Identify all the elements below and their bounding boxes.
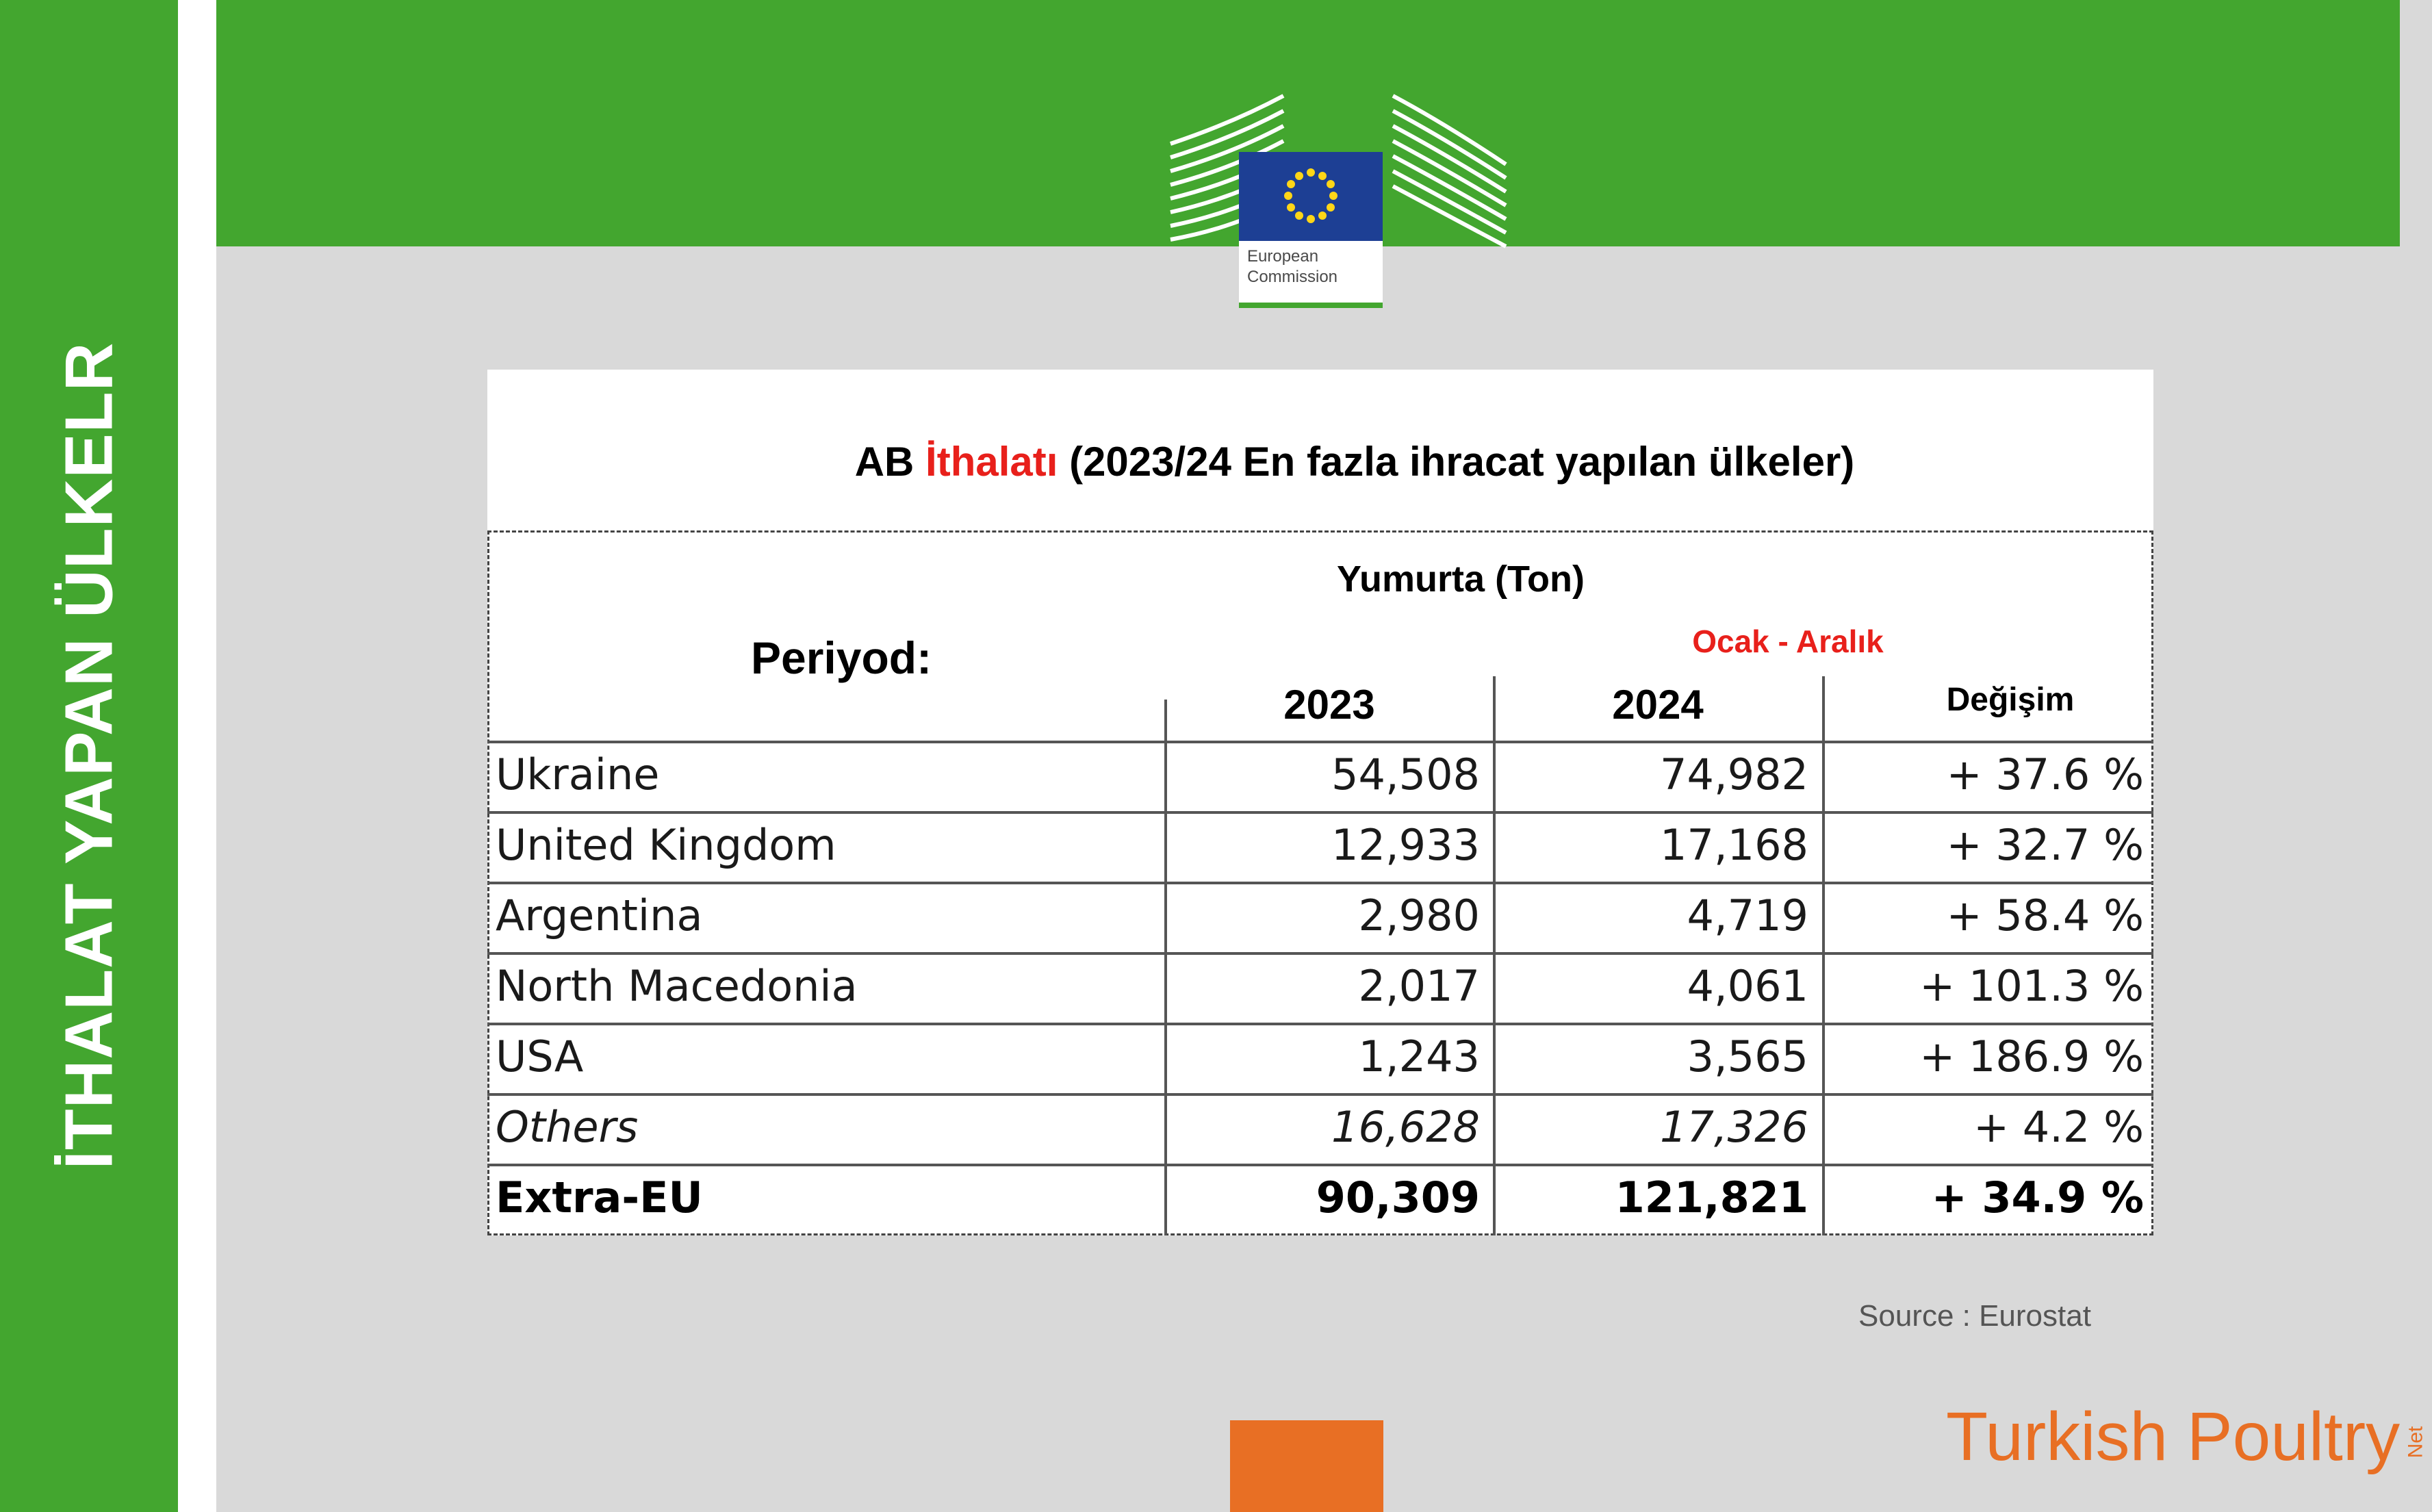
table-row-change: + 34.9 %: [1931, 1173, 2144, 1222]
table-row-2023: 2,980: [1358, 890, 1480, 940]
title-prefix: AB: [854, 439, 926, 485]
table-row-change: + 37.6 %: [1946, 749, 2144, 799]
row-divider: [487, 1093, 2153, 1096]
table-row-2024: 17,326: [1660, 1102, 1808, 1152]
table-row-country: North Macedonia: [496, 961, 858, 1011]
turkish-poultry-logo: [1946, 1398, 2432, 1476]
source-note: Source : Eurostat: [1858, 1299, 2091, 1333]
title-suffix: (2023/24 En fazla ihracat yapılan ülkeler): [1058, 439, 1855, 485]
table-row-change: + 4.2 %: [1973, 1102, 2144, 1152]
table-row-change: + 101.3 %: [1919, 961, 2144, 1011]
table-row-2024: 4,719: [1687, 890, 1808, 940]
table-row-country: Argentina: [496, 890, 703, 940]
table-row-change: + 58.4 %: [1946, 890, 2144, 940]
table-row-country: Extra-EU: [496, 1173, 703, 1222]
ec-logo-line1: European: [1247, 247, 1319, 266]
table-row-2024: 4,061: [1687, 961, 1808, 1011]
sidebar-divider: [178, 0, 216, 1512]
row-divider: [487, 882, 2153, 884]
eu-flag-icon: [1239, 152, 1383, 241]
row-divider: [487, 952, 2153, 955]
ec-logo-text: [1247, 246, 1337, 287]
card-title: [487, 438, 2153, 485]
column-header-2024: 2024: [1612, 682, 1704, 728]
column-header-change: Değişim: [1946, 682, 2075, 718]
table-row-2024: 3,565: [1687, 1032, 1808, 1081]
table-row-2023: 1,243: [1358, 1032, 1480, 1081]
orange-footer-block: [1230, 1420, 1383, 1512]
row-divider: [487, 1023, 2153, 1025]
data-card: [487, 370, 2153, 1235]
table-row-country: Ukraine: [496, 749, 660, 799]
row-divider: [487, 811, 2153, 814]
ec-logo-line2: Commission: [1247, 268, 1338, 286]
title-highlight: İthalatı: [925, 439, 1058, 485]
table-row-2023: 2,017: [1358, 961, 1480, 1011]
brand-suffix: Net: [2404, 1426, 2427, 1458]
table-row-change: + 186.9 %: [1919, 1032, 2144, 1081]
table-row-2024: 17,168: [1660, 820, 1808, 870]
table-row-2023: 54,508: [1331, 749, 1480, 799]
side-title: İTHALAT YAPAN ÜLKELR: [51, 342, 127, 1170]
column-header-2023: 2023: [1283, 682, 1375, 728]
table-row-country: United Kingdom: [496, 820, 836, 870]
table-unit-label: Yumurta (Ton): [1337, 559, 1585, 600]
table-row-2024: 74,982: [1660, 749, 1808, 799]
table-row-2023: 12,933: [1331, 820, 1480, 870]
table-row-2023: 90,309: [1316, 1173, 1480, 1222]
row-divider: [487, 741, 2153, 743]
row-divider: [487, 1164, 2153, 1166]
table-row-country: USA: [496, 1032, 584, 1081]
period-range-label: Ocak - Aralık: [1692, 624, 1884, 659]
table-row-2023: 16,628: [1331, 1102, 1480, 1152]
table-row-2024: 121,821: [1615, 1173, 1808, 1222]
table-row-change: + 32.7 %: [1946, 820, 2144, 870]
brand-name: Turkish Poultry: [1946, 1398, 2401, 1475]
table-row-country: Others: [496, 1102, 639, 1152]
period-label: Periyod:: [751, 632, 932, 683]
